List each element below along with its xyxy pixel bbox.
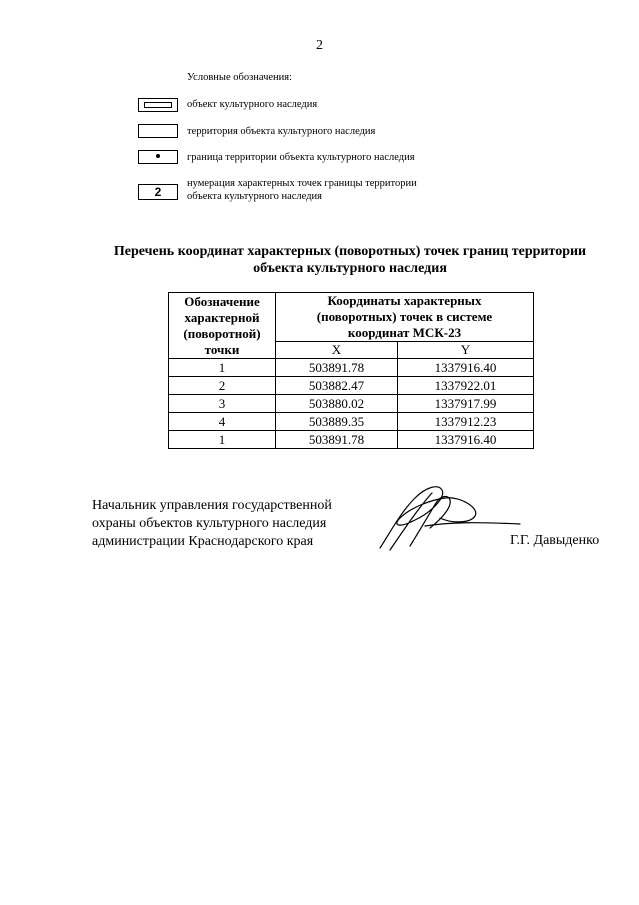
coordinates-table [168, 292, 534, 449]
title-line: Перечень координат характерных (поворотных) точек границ территории [113, 244, 587, 259]
header-line: Обозначение [184, 293, 260, 309]
signer-position [92, 497, 332, 551]
legend-label-line: нумерация характерных точек границы территории [187, 178, 417, 189]
cell-point: 1 [169, 359, 276, 377]
cell-y: 1337922.01 [397, 377, 533, 395]
table-row [169, 395, 534, 413]
header-coordinates [276, 293, 534, 342]
cell-point: 2 [169, 377, 276, 395]
legend-label-line: объекта культурного наследия [187, 191, 322, 202]
table-row [169, 377, 534, 395]
legend-item-object [138, 98, 558, 124]
cell-y: 1337912.23 [397, 413, 533, 431]
legend-label [187, 177, 417, 203]
legend-title: Условные обозначения: [187, 72, 293, 83]
cell-y: 1337916.40 [397, 431, 533, 449]
cell-point: 3 [169, 395, 276, 413]
position-line: Начальник управления государственной [92, 498, 332, 513]
position-line: администрации Краснодарского края [92, 534, 314, 549]
legend-label: граница территории объекта культурного наследия [187, 152, 415, 163]
handwritten-signature-icon [370, 478, 530, 558]
header-y: Y [397, 342, 533, 359]
legend-item-boundary [138, 150, 558, 176]
cell-x: 503889.35 [276, 413, 398, 431]
legend-item-numbering [138, 177, 558, 207]
cell-y: 1337917.99 [397, 395, 533, 413]
territory-symbol-icon [138, 124, 178, 138]
point-number-symbol-icon: 2 [138, 184, 178, 200]
header-line: характерной [184, 309, 260, 325]
header-line: (поворотных) точек в системе [316, 309, 493, 324]
boundary-point-symbol-icon [138, 150, 178, 164]
header-line: (поворотной) [183, 325, 261, 341]
legend-label: объект культурного наследия [187, 99, 318, 110]
header-line: точки [204, 341, 240, 357]
header-x: X [276, 342, 398, 359]
header-point [169, 293, 276, 359]
header-line: Координаты характерных [327, 293, 482, 308]
page-number: 2 [316, 38, 323, 53]
cell-x: 503880.02 [276, 395, 398, 413]
cell-y: 1337916.40 [397, 359, 533, 377]
legend-label: территория объекта культурного наследия [187, 126, 376, 137]
signer-name: Г.Г. Давыденко [510, 533, 600, 548]
table-row [169, 359, 534, 377]
title-line: объекта культурного наследия [253, 261, 447, 276]
heritage-object-symbol-icon [138, 98, 178, 112]
table-row [169, 431, 534, 449]
cell-x: 503882.47 [276, 377, 398, 395]
header-line: координат МСК-23 [347, 325, 462, 340]
cell-x: 503891.78 [276, 431, 398, 449]
coordinates-list-title [80, 243, 620, 277]
cell-point: 4 [169, 413, 276, 431]
position-line: охраны объектов культурного наследия [92, 516, 327, 531]
legend-item-territory [138, 124, 558, 150]
table-row [169, 413, 534, 431]
cell-point: 1 [169, 431, 276, 449]
cell-x: 503891.78 [276, 359, 398, 377]
